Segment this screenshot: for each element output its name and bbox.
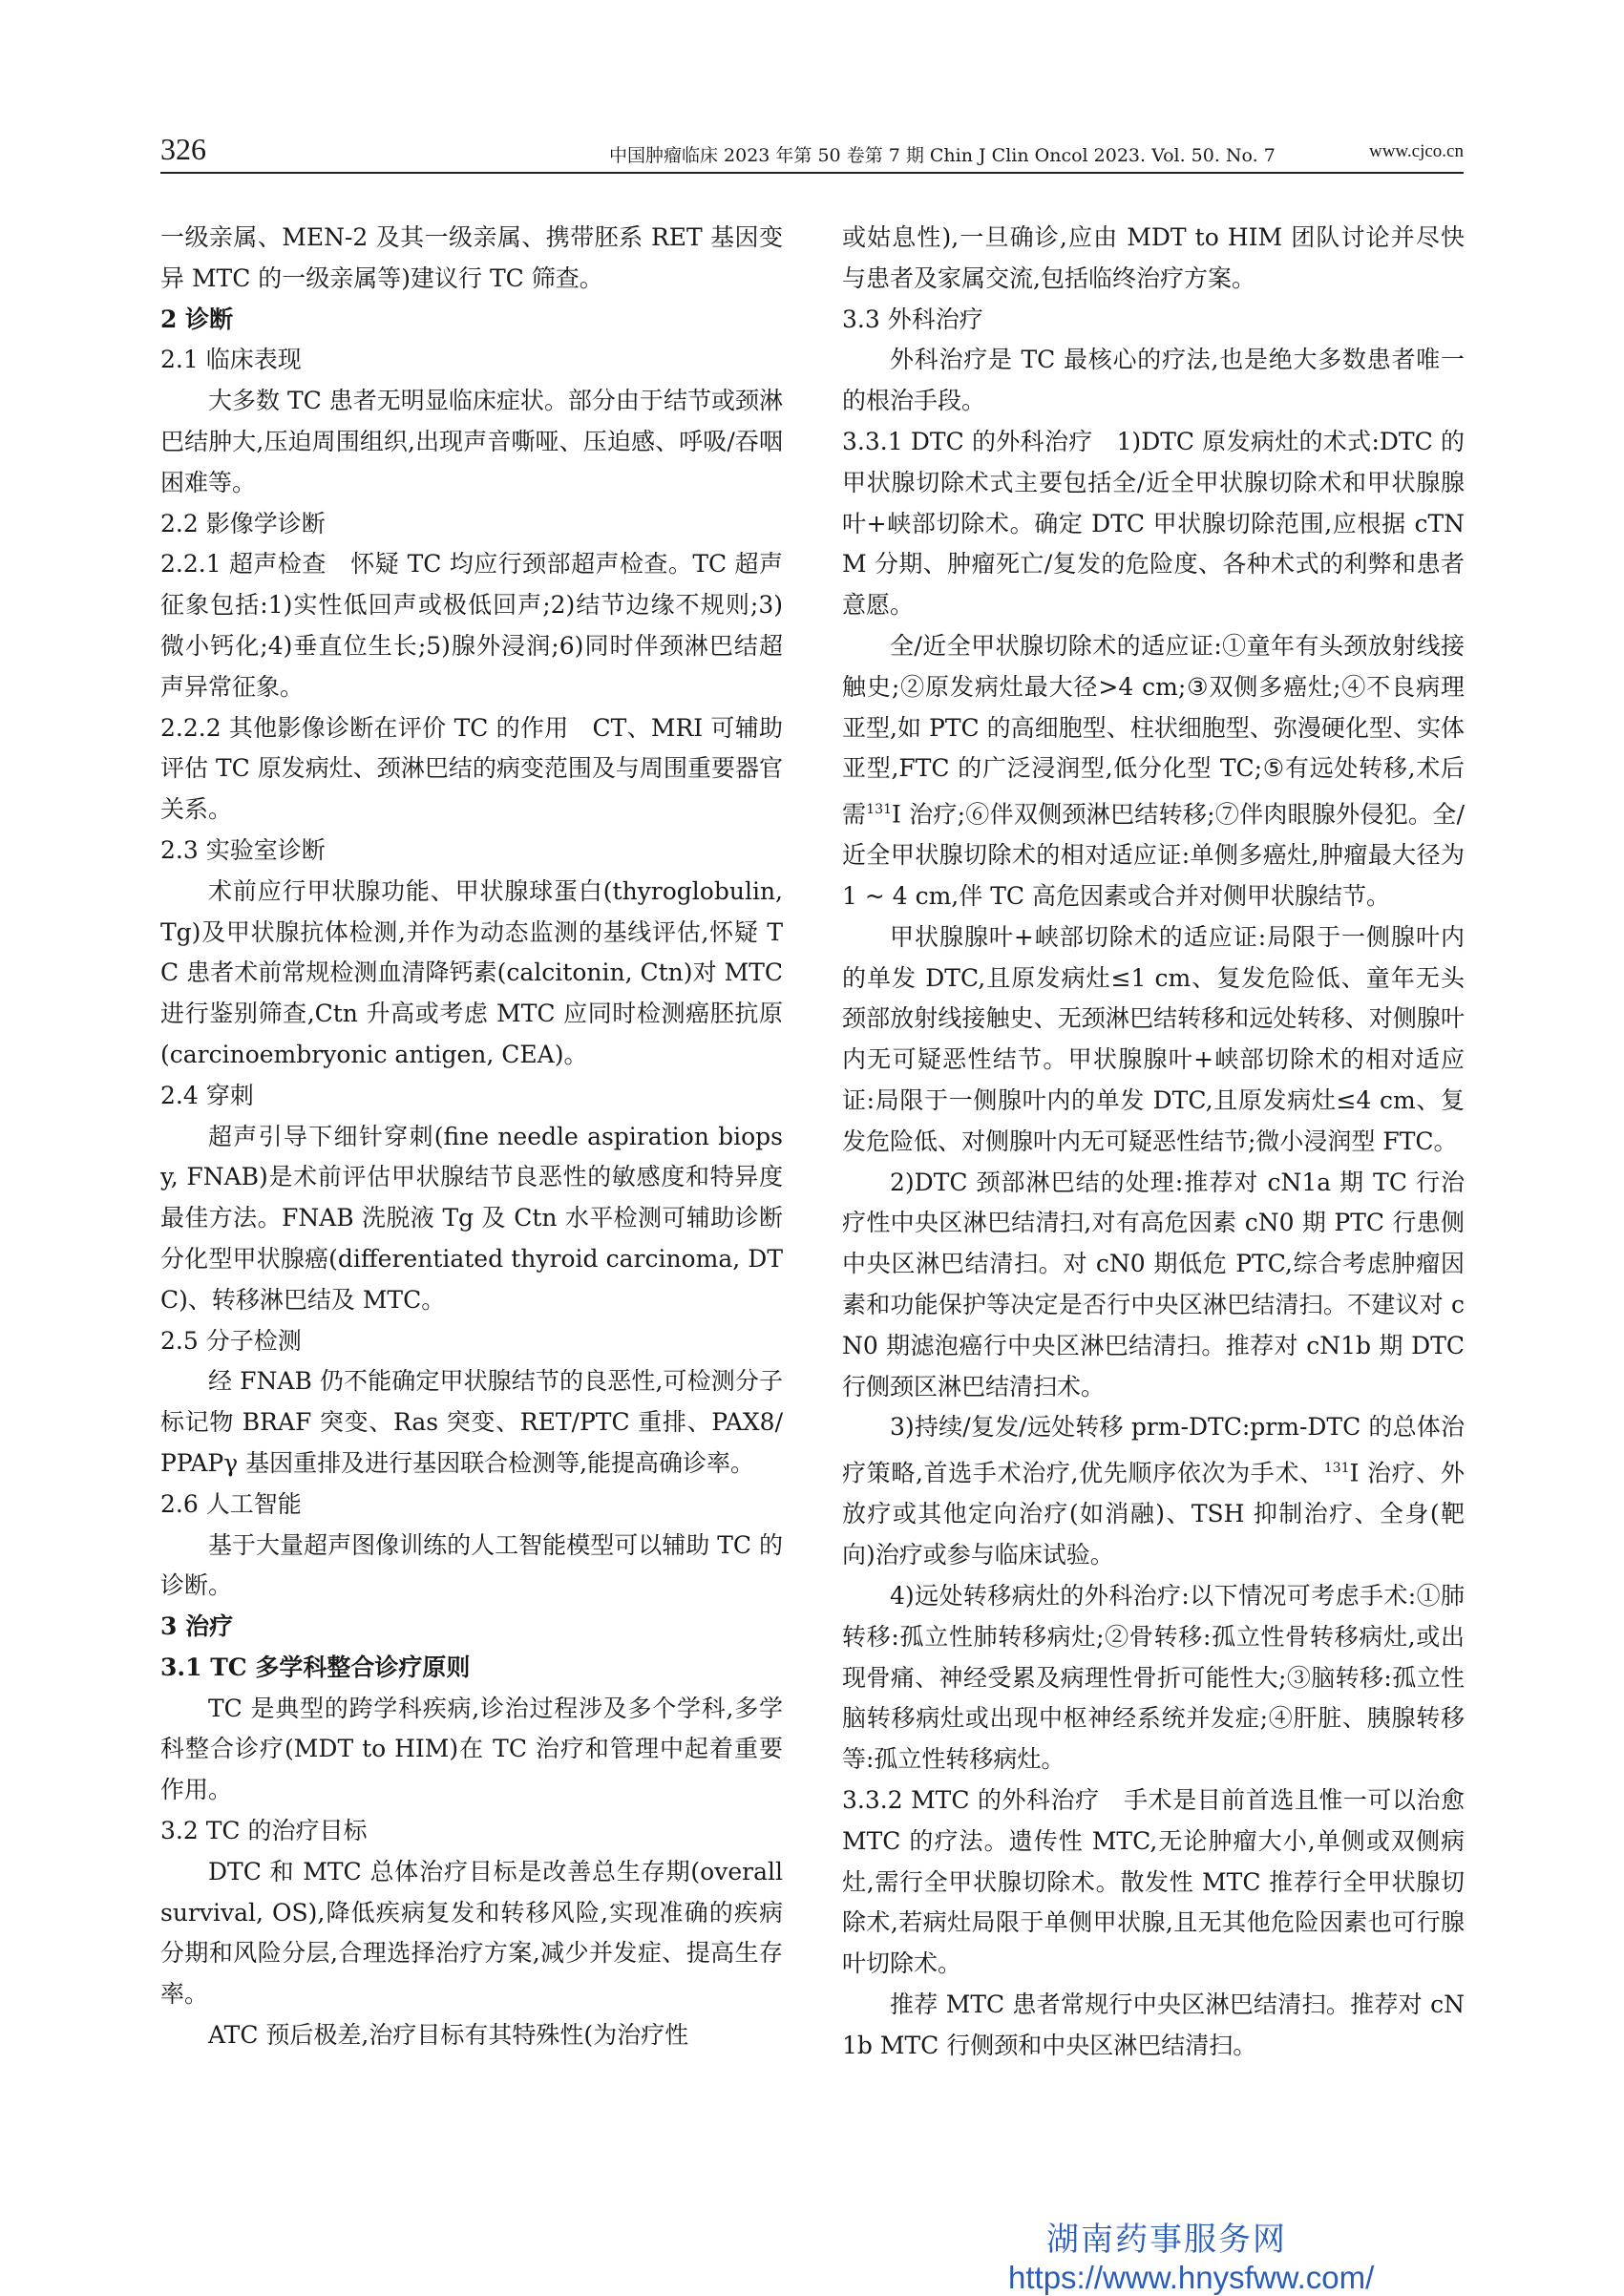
journal-url[interactable]: www.cjco.cn (1368, 141, 1464, 161)
journal-citation: 中国肿瘤临床 2023 年第 50 卷第 7 期 Chin J Clin Oncol 2023. Vol. 50. No. 7 (609, 145, 1276, 166)
section-heading: 2 诊断 (160, 305, 234, 333)
superscript: 131 (866, 802, 893, 818)
subsection-heading: 2.1 临床表现 (160, 346, 302, 374)
paragraph (842, 626, 1465, 917)
paragraph-text: 怀疑 TC 均应行颈部超声检查。TC 超声征象包括:1)实性低回声或极低回声;2)结节边缘不规则;3)微小钙化;4)垂直位生长;5)腺外浸润;6)同时伴颈淋巴结超声异常征象。 (160, 550, 783, 701)
running-header (160, 126, 1464, 168)
paragraph: TC 是典型的跨学科疾病,诊治过程涉及多个学科,多学科整合诊疗(MDT to HIM)在 TC 治疗和管理中起着重要作用。 (160, 1694, 783, 1804)
paragraph: 大多数 TC 患者无明显临床症状。部分由于结节或颈淋巴结肿大,压迫周围组织,出现声音嘶哑、压迫感、呼吸/吞咽困难等。 (160, 387, 783, 496)
paragraph: ATC 预后极差,治疗目标有其特殊性(为治疗性 (208, 2021, 689, 2050)
paragraph: 甲状腺腺叶+峡部切除术的适应证:局限于一侧腺叶内的单发 DTC,且原发病灶≤1 cm、复发危险低、童年无头颈部放射线接触史、无颈淋巴结转移和远处转移、对侧腺叶内无可疑恶性结节。甲状腺腺叶+峡部切除术的相对适应证:局限于一侧腺叶内的单发 DTC,且原发病灶≤4 cm、复发危险低、对侧腺叶内无可疑恶性结节;微小浸润型 FTC。 (842, 922, 1465, 1155)
subsection-heading: 2.5 分子检测 (160, 1326, 302, 1355)
paragraph (842, 1780, 1465, 1985)
paragraph (160, 544, 783, 707)
subsection-heading: 2.2 影像学诊断 (160, 509, 326, 537)
subsection-heading: 3.3 外科治疗 (842, 305, 983, 333)
subsubsection-heading: 3.3.1 DTC 的外科治疗 (842, 427, 1093, 455)
superscript: 131 (1323, 1461, 1350, 1477)
right-column (842, 218, 1465, 2067)
paragraph: 基于大量超声图像训练的人工智能模型可以辅助 TC 的诊断。 (160, 1530, 783, 1600)
paragraph: 超声引导下细针穿刺(fine needle aspiration biopsy, FNAB)是术前评估甲状腺结节良恶性的敏感度和特异度最佳方法。FNAB 洗脱液 Tg 及 Ctn 水平检测可辅助诊断分化型甲状腺癌(differentiated thyroid carcinoma, DTC)、转移淋巴结及 MTC。 (160, 1122, 783, 1314)
paragraph-text: 3)持续/复发/远处转移 prm-DTC:prm-DTC 的总体治疗策略,首选手术治疗,优先顺序依次为手术、 (842, 1413, 1465, 1487)
subsection-heading: 2.4 穿刺 (160, 1081, 254, 1109)
site-watermark (1008, 2213, 1375, 2296)
paragraph-text: I 治疗、外放疗或其他定向治疗(如消融)、TSH 抑制治疗、全身(靶向)治疗或参与临床试验。 (842, 1459, 1465, 1569)
paragraph: 经 FNAB 仍不能确定甲状腺结节的良恶性,可检测分子标记物 BRAF 突变、Ras 突变、RET/PTC 重排、PAX8/PPAPγ 基因重排及进行基因联合检测等,能提高确诊率。 (160, 1367, 783, 1477)
paragraph: 术前应行甲状腺功能、甲状腺球蛋白(thyroglobulin, Tg)及甲状腺抗体检测,并作为动态监测的基线评估,怀疑 TC 患者术前常规检测血清降钙素(calcitonin, Ctn)对 MTC 进行鉴别筛查,Ctn 升高或考虑 MTC 应同时检测癌胚抗原(carcinoembryonic antigen, CEA)。 (160, 876, 783, 1068)
paragraph (842, 1407, 1465, 1576)
subsection-heading: 3.2 TC 的治疗目标 (160, 1817, 368, 1845)
paragraph (842, 422, 1465, 626)
paragraph-text: 1)DTC 原发病灶的术式:DTC 的甲状腺切除术式主要包括全/近全甲状腺切除术和甲状腺腺叶+峡部切除术。确定 DTC 甲状腺切除范围,应根据 cTNM 分期、肿瘤死亡/复发的危险度、各种术式的利弊和患者意愿。 (842, 427, 1465, 620)
paragraph-text: 手术是目前首选且惟一可以治愈 MTC 的疗法。遗传性 MTC,无论肿瘤大小,单侧或双侧病灶,需行全甲状腺切除术。散发性 MTC 推荐行全甲状腺切除术,若病灶局限于单侧甲状腺,且无其他危险因素也可行腺叶切除术。 (842, 1785, 1465, 1978)
paragraph-text: I 治疗;⑥伴双侧颈淋巴结转移;⑦伴肉眼腺外侵犯。全/近全甲状腺切除术的相对适应证:单侧多癌灶,肿瘤最大径为 1 ~ 4 cm,伴 TC 高危因素或合并对侧甲状腺结节。 (842, 800, 1465, 911)
watermark-url[interactable]: https://www.hnysfww.com/ (1008, 2260, 1375, 2295)
paragraph-text: 全/近全甲状腺切除术的适应证:①童年有头颈放射线接触史;②原发病灶最大径>4 cm;③双侧多癌灶;④不良病理亚型,如 PTC 的高细胞型、柱状细胞型、弥漫硬化型、实体亚型,FTC 的广泛浸润型,低分化型 TC;⑤有远处转移,术后需 (842, 631, 1465, 829)
paragraph: 一级亲属、MEN-2 及其一级亲属、携带胚系 RET 基因变异 MTC 的一级亲属等)建议行 TC 筛查。 (160, 223, 783, 292)
paragraph: 推荐 MTC 患者常规行中央区淋巴结清扫。推荐对 cN1b MTC 行侧颈和中央区淋巴结清扫。 (842, 1990, 1465, 2059)
subsubsection-heading: 3.3.2 MTC 的外科治疗 (842, 1785, 1100, 1814)
subsubsection-heading: 2.2.2 其他影像诊断在评价 TC 的作用 (160, 713, 569, 742)
section-heading: 3 治疗 (160, 1612, 234, 1641)
watermark-site-name: 湖南药事服务网 (1046, 2221, 1287, 2259)
paragraph: 或姑息性),一旦确诊,应由 MDT to HIM 团队讨论并尽快与患者及家属交流,包括临终治疗方案。 (842, 223, 1465, 292)
paragraph: 4)远处转移病灶的外科治疗:以下情况可考虑手术:①肺转移:孤立性肺转移病灶;②骨转移:孤立性骨转移病灶,或出现骨痛、神经受累及病理性骨折可能性大;③脑转移:孤立性脑转移病灶或出现中枢神经系统并发症;④肝脏、胰腺转移等:孤立性转移病灶。 (842, 1581, 1465, 1774)
subsection-heading: 3.1 TC 多学科整合诊疗原则 (160, 1653, 471, 1681)
subsection-heading: 2.3 实验室诊断 (160, 835, 326, 864)
header-rule (160, 172, 1464, 174)
paragraph: DTC 和 MTC 总体治疗目标是改善总生存期(overall survival, OS),降低疾病复发和转移风险,实现准确的疾病分期和风险分层,合理选择治疗方案,减少并发症、提高生存率。 (160, 1857, 783, 2009)
subsection-heading: 2.6 人工智能 (160, 1489, 302, 1518)
paragraph-text: CT、MRI 可辅助评估 TC 原发病灶、颈淋巴结的病变范围及与周围重要器官关系。 (160, 713, 783, 824)
subsubsection-heading: 2.2.1 超声检查 (160, 550, 327, 579)
page-number: 326 (160, 132, 206, 166)
paragraph: 外科治疗是 TC 最核心的疗法,也是绝大多数患者唯一的根治手段。 (842, 346, 1465, 415)
paragraph (160, 708, 783, 831)
left-column (160, 218, 783, 2056)
paragraph: 2)DTC 颈部淋巴结的处理:推荐对 cN1a 期 TC 行治疗性中央区淋巴结清扫,对有高危因素 cN0 期 PTC 行患侧中央区淋巴结清扫。对 cN0 期低危 PTC,综合考虑肿瘤因素和功能保护等决定是否行中央区淋巴结清扫。不建议对 cN0 期滤泡癌行中央区淋巴结清扫。推荐对 cN1b 期 DTC 行侧颈区淋巴结清扫术。 (842, 1168, 1465, 1401)
